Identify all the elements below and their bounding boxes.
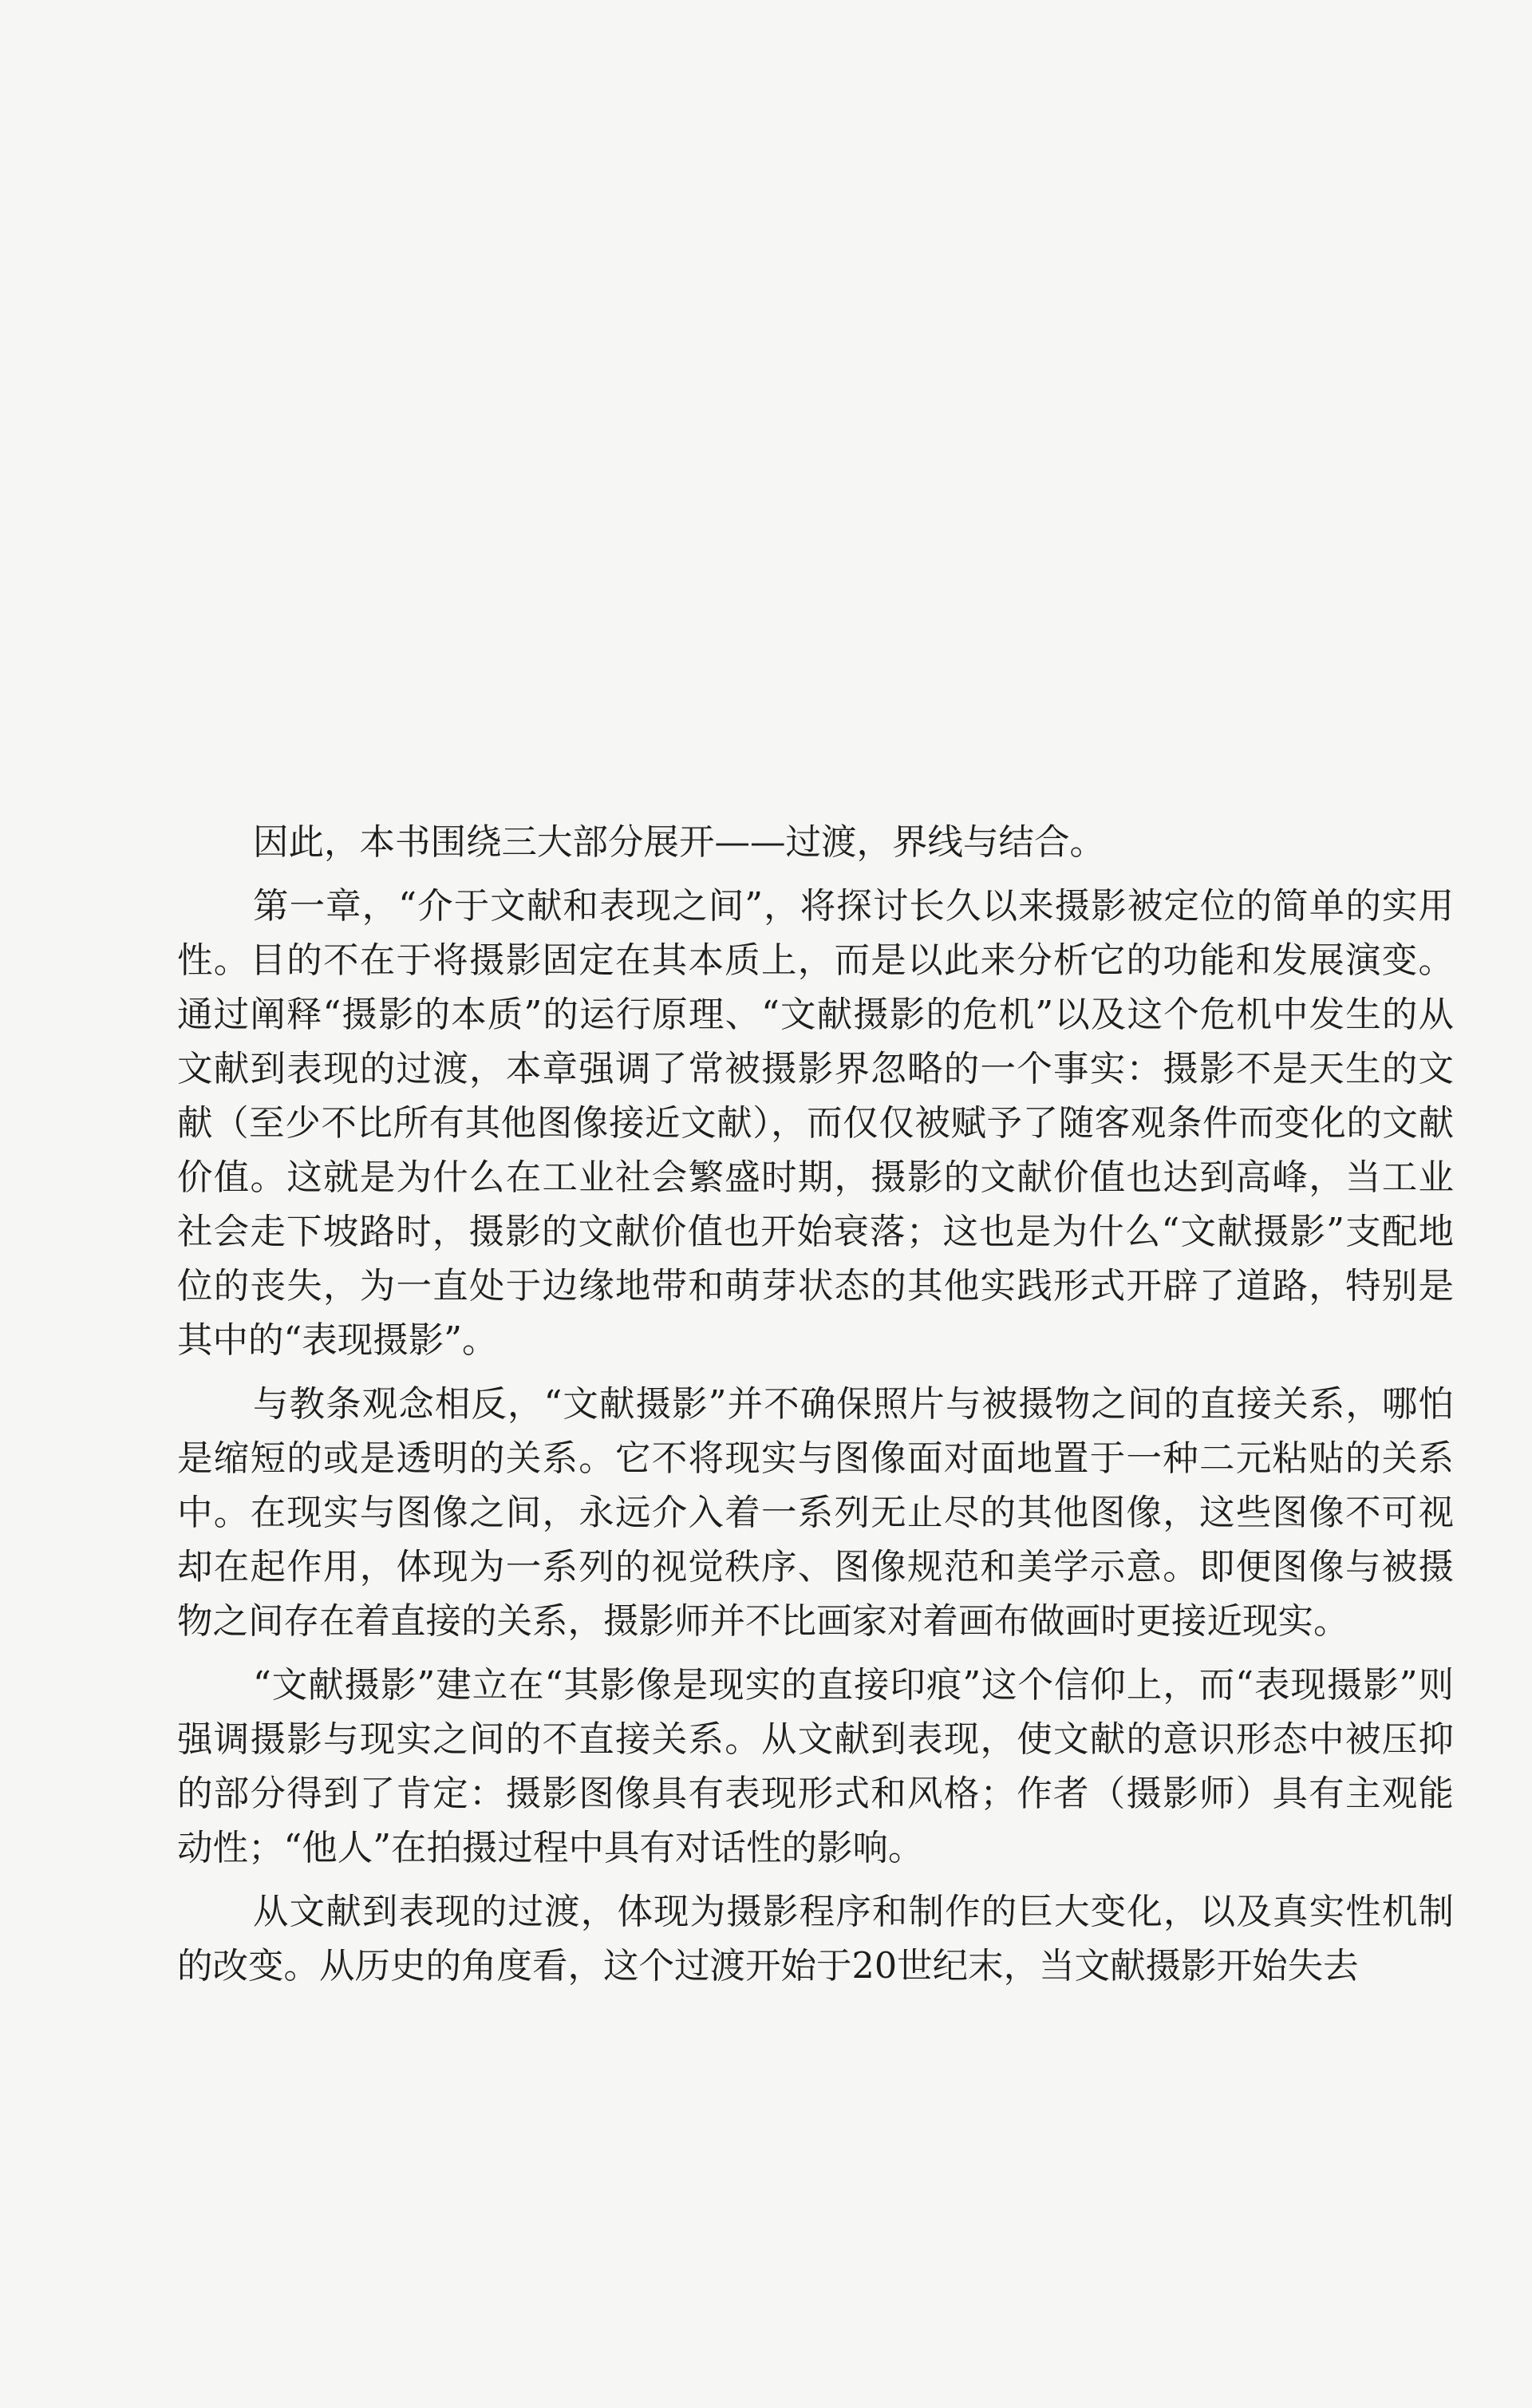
- paragraph-documentary-vs-expression: “文献摄影”建立在“其影像是现实的直接印痕”这个信仰上，而“表现摄影”则强调摄影与现实之间的不直接关系。从文献到表现，使文献的意识形态中被压抑的部分得到了肯定：摄影图像具有表现形式和风格；作者（摄影师）具有主观能动性；“他人”在拍摄过程中具有对话性的影响。: [177, 1665, 1454, 1868]
- paragraph-chapter-one: 第一章，“介于文献和表现之间”，将探讨长久以来摄影被定位的简单的实用性。目的不在于将摄影固定在其本质上，而是以此来分析它的功能和发展演变。通过阐释“摄影的本质”的运行原理、“文献摄影的危机”以及这个危机中发生的从文献到表现的过渡，本章强调了常被摄影界忽略的一个事实：摄影不是天生的文献（至少不比所有其他图像接近文献），而仅仅被赋予了随客观条件而变化的文献价值。这就是为什么在工业社会繁盛时期，摄影的文献价值也达到高峰，当工业社会走下坡路时，摄影的文献价值也开始衰落；这也是为什么“文献摄影”支配地位的丧失，为一直处于边缘地带和萌芽状态的其他实践形式开辟了道路，特别是其中的“表现摄影”。: [177, 886, 1454, 1361]
- paragraph-contrary-dogma: 与教条观念相反，“文献摄影”并不确保照片与被摄物之间的直接关系，哪怕是缩短的或是透明的关系。它不将现实与图像面对面地置于一种二元粘贴的关系中。在现实与图像之间，永远介入着一系列无止尽的其他图像，这些图像不可视却在起作用，体现为一系列的视觉秩序、图像规范和美学示意。即便图像与被摄物之间存在着直接的关系，摄影师并不比画家对着画布做画时更接近现实。: [177, 1384, 1454, 1642]
- body-text: [177, 816, 1454, 2003]
- paragraph-intro: 因此，本书围绕三大部分展开——过渡，界线与结合。: [253, 822, 1106, 863]
- paragraph-transition: 从文献到表现的过渡，体现为摄影程序和制作的巨大变化，以及真实性机制的改变。从历史的角度看，这个过渡开始于20世纪末，当文献摄影开始失去: [177, 1892, 1454, 1987]
